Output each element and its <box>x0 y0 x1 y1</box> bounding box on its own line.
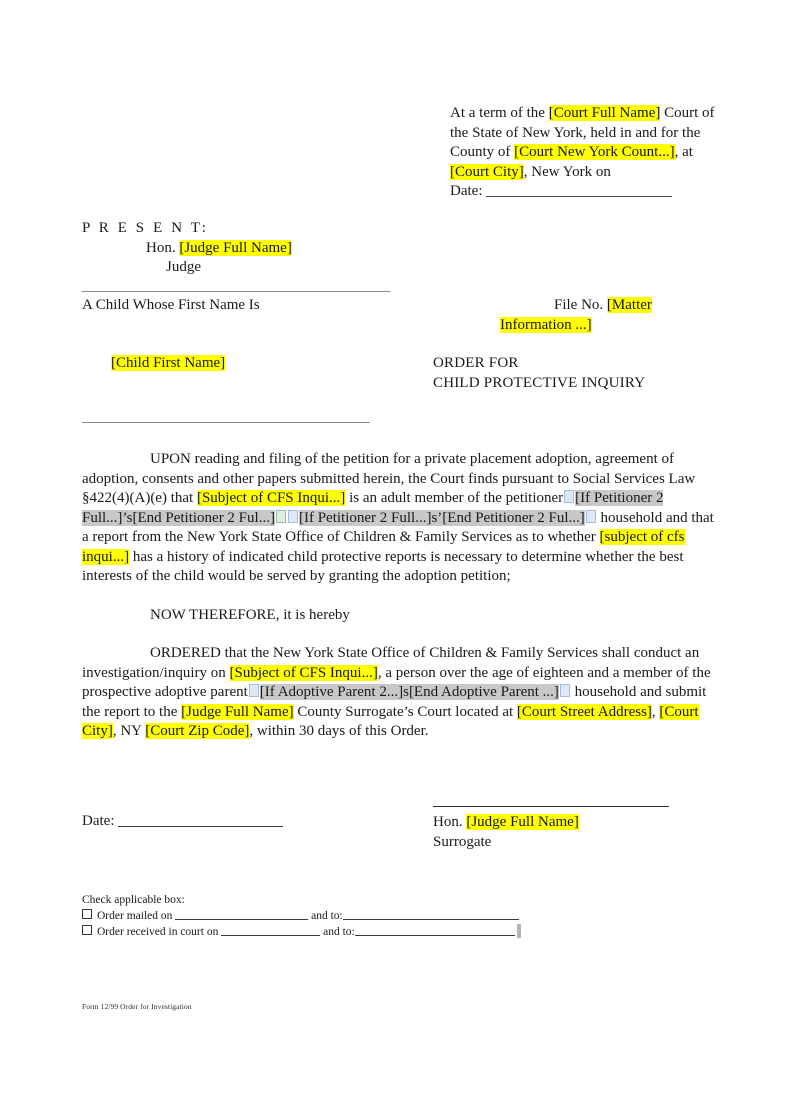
field-court-full-name[interactable]: [Court Full Name] <box>548 105 661 121</box>
field-marker-icon[interactable] <box>276 510 286 523</box>
caption-date-row <box>450 182 735 202</box>
p1-seg1: UPON reading and filing of the petition for a private placement adoption, agreement of adoption, consents and other papers submitted herein, the Court finds pursuant to Social Services Law §422(4)(A)(e) that <box>82 451 696 506</box>
check-row1-and-to: and to: <box>311 910 343 922</box>
court-term-caption <box>450 104 735 202</box>
conditional-end-adoptive-parent[interactable]: [End Adoptive Parent ...] <box>408 684 559 700</box>
check-row-mailed <box>82 908 602 924</box>
signature-date-label: Date: <box>82 813 115 829</box>
signature-title: Surrogate <box>433 833 492 850</box>
form-footer: Form 12/99 Order for Investigation <box>82 1002 192 1011</box>
signature-line <box>433 806 669 807</box>
signature-hon-prefix: Hon. <box>433 814 467 830</box>
field-marker-icon[interactable] <box>586 510 596 523</box>
field-marker-icon[interactable] <box>564 490 574 503</box>
field-child-first-name-wrap <box>111 354 225 374</box>
field-marker-icon[interactable] <box>560 684 570 697</box>
child-caption-label: A Child Whose First Name Is <box>82 297 260 313</box>
field-court-zip-code[interactable]: [Court Zip Code] <box>145 723 250 739</box>
conditional-possessive-b: s’ <box>431 509 443 526</box>
caption-divider-top <box>82 291 390 292</box>
caption-line1-post: Court <box>660 105 699 121</box>
check-row1-recipient-blank[interactable] <box>343 908 519 920</box>
present-hon-row <box>82 239 422 259</box>
p3-seg3: household and submit the report to the <box>82 684 707 720</box>
order-title-line2: CHILD PROTECTIVE INQUIRY <box>433 374 646 391</box>
field-court-city[interactable]: [Court City] <box>450 163 524 180</box>
field-judge-full-name-present[interactable]: [Judge Full Name] <box>179 239 292 256</box>
field-court-city-body[interactable]: [Court City] <box>82 703 699 739</box>
present-label: P R E S E N T: <box>82 220 209 236</box>
p3-seg5: , <box>651 703 660 720</box>
hon-prefix: Hon. <box>146 239 180 256</box>
check-row-received <box>82 924 602 940</box>
conditional-if-petitioner-2-a[interactable]: [If Petitioner 2 Full...] <box>82 490 664 526</box>
caption-line1-pre: At a term of the <box>450 105 549 121</box>
field-marker-icon[interactable] <box>288 510 298 523</box>
present-title: Judge <box>166 259 201 275</box>
paragraph-now-therefore: NOW THEREFORE, it is hereby <box>150 606 350 623</box>
present-block <box>82 219 422 278</box>
paragraph-upon <box>82 450 719 587</box>
p3-seg4: County Surrogate’s Court located at <box>293 703 517 720</box>
checkbox-order-received[interactable] <box>82 925 92 935</box>
conditional-plural-s: s <box>403 684 409 700</box>
signature-block <box>433 806 703 852</box>
p3-seg1: ORDERED that the New York State Office of Children & Family Services shall conduct an investigation/inquiry on <box>82 645 700 681</box>
file-number-block <box>500 296 722 335</box>
p3-seg7: , within 30 days of this Order. <box>249 723 429 739</box>
check-row2-and-to: and to: <box>323 926 355 938</box>
document-body <box>82 450 719 742</box>
field-end-marker-icon <box>517 924 521 938</box>
check-row2-label: Order received in court on <box>97 926 219 938</box>
check-row2-recipient-blank[interactable] <box>355 924 515 936</box>
p1-seg4: has a history of indicated child protective reports is necessary to determine whether the best interests of the child would be served by granting the adoption petition; <box>82 548 684 584</box>
file-no-label: File No. <box>554 297 607 313</box>
conditional-possessive-a: ’s <box>122 509 133 526</box>
order-title-line1: ORDER FOR <box>433 355 519 371</box>
caption-line3-mid: , at <box>674 144 693 160</box>
check-row2-date-blank[interactable] <box>221 924 320 936</box>
conditional-if-adoptive-parent-2[interactable]: [If Adoptive Parent 2...] <box>259 684 404 700</box>
p3-seg6: , NY <box>112 723 146 739</box>
check-row1-label: Order mailed on <box>97 910 173 922</box>
conditional-end-petitioner-2-b[interactable]: [End Petitioner 2 Ful...] <box>442 509 585 526</box>
signature-date-blank[interactable] <box>118 813 283 827</box>
caption-date-label: Date: <box>450 183 483 199</box>
conditional-end-petitioner-2-a[interactable]: [End Petitioner 2 Ful...] <box>132 509 275 526</box>
signature-hon-row <box>433 813 703 833</box>
p3-seg2: , a person over the age of eighteen and a member of the prospective adoptive parent <box>82 664 711 700</box>
conditional-if-petitioner-2-b[interactable]: [If Petitioner 2 Full...] <box>298 509 432 526</box>
field-court-county[interactable]: [Court New York Count...] <box>514 144 675 160</box>
field-marker-icon[interactable] <box>249 684 259 697</box>
caption-line3-post: , New York on <box>523 163 611 180</box>
field-child-first-name[interactable]: [Child First Name] <box>111 355 226 371</box>
checkbox-order-mailed[interactable] <box>82 909 92 919</box>
field-subject-of-cfs-inquiry-2[interactable]: [subject of cfs inqui...] <box>82 529 685 565</box>
field-court-street-address[interactable]: [Court Street Address] <box>516 703 652 720</box>
check-applicable-box-block <box>82 892 602 940</box>
field-judge-full-name-body[interactable]: [Judge Full Name] <box>181 703 294 720</box>
caption-line2: of the State of New York, held in and for <box>450 105 715 141</box>
check-heading: Check applicable box: <box>82 894 185 906</box>
field-judge-full-name-signature[interactable]: [Judge Full Name] <box>466 814 579 830</box>
caption-divider-bottom <box>82 422 370 423</box>
paragraph-ordered <box>82 644 719 742</box>
field-subject-of-cfs-inquiry-1[interactable]: [Subject of CFS Inqui...] <box>196 490 346 506</box>
check-row1-date-blank[interactable] <box>175 908 308 920</box>
field-matter-information[interactable]: [Matter Information ...] <box>500 297 652 333</box>
p1-seg2: is an adult member of the petitioner <box>345 490 564 506</box>
field-subject-of-cfs-inquiry-3[interactable]: [Subject of CFS Inqui...] <box>229 664 378 681</box>
signature-date-row <box>82 812 283 832</box>
caption-line3-pre: the County of <box>450 124 701 160</box>
order-title <box>433 354 645 393</box>
caption-date-blank[interactable] <box>486 184 672 197</box>
p1-seg3: household and that a report from the New York State Office of Children & Family Services as to whether <box>82 509 714 545</box>
